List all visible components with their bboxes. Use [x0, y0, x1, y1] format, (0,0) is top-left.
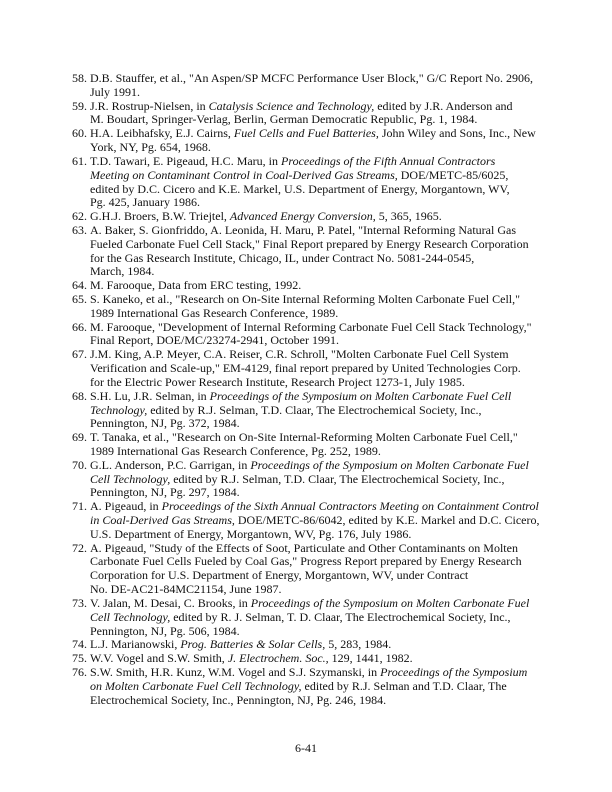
reference-line: [72, 210, 572, 224]
reference-text: York, NY, Pg. 654, 1968.: [90, 140, 211, 155]
reference-line: [72, 459, 572, 473]
reference-text: M. Farooque, Data from ERC testing, 1992.: [90, 278, 302, 293]
reference-line: [72, 348, 572, 362]
reference-text: A. Pigeaud, in: [90, 499, 162, 514]
reference-number: 75.: [72, 651, 87, 666]
reference-line: [72, 252, 572, 266]
reference-item: [72, 652, 572, 666]
reference-line: [72, 183, 572, 197]
reference-number: 72.: [72, 540, 87, 555]
reference-title: Proceedings of the Sixth Annual Contractors Meeting on Containment Control: [161, 499, 539, 514]
reference-number: 70.: [72, 457, 87, 472]
reference-line: [72, 155, 572, 169]
reference-item: [72, 348, 572, 389]
reference-line: [72, 500, 572, 514]
reference-text: edited by R.J. Selman, T.D. Claar, The Electrochemical Society, Inc.,: [147, 402, 482, 417]
reference-line: [72, 486, 572, 500]
reference-text: S.H. Lu, J.R. Selman, in: [90, 388, 210, 403]
reference-line: [72, 583, 572, 597]
reference-line: [72, 293, 572, 307]
reference-title: Cell Technology,: [90, 471, 171, 486]
reference-text: DOE/METC-86/6042, edited by K.E. Markel and D.C. Cicero,: [234, 513, 540, 527]
reference-line: [72, 638, 572, 652]
reference-item: [72, 72, 572, 100]
reference-number: 64.: [72, 278, 87, 293]
reference-line: [72, 279, 572, 293]
reference-text: DOE/METC-85/6025,: [397, 167, 509, 182]
reference-number: 60.: [72, 126, 87, 141]
reference-text: No. DE-AC21-84MC21154, June 1987.: [90, 582, 282, 597]
reference-item: [72, 597, 572, 638]
reference-number: 62.: [72, 209, 87, 224]
reference-line: [72, 445, 572, 459]
reference-title: Fuel Cells and Fuel Batteries,: [233, 126, 379, 141]
reference-text: H.A. Leibhafsky, E.J. Cairns,: [90, 126, 234, 141]
reference-text: T.D. Tawari, E. Pigeaud, H.C. Maru, in: [90, 153, 282, 168]
reference-line: [72, 72, 572, 86]
reference-title: J. Electrochem. Soc.,: [227, 651, 329, 666]
reference-item: [72, 279, 572, 293]
reference-number: 65.: [72, 292, 87, 306]
reference-item: [72, 638, 572, 652]
reference-text: T. Tanaka, et al., "Research on On-Site Internal-Reforming Molten Carbonate Fuel Cell,": [90, 430, 518, 445]
reference-text: Verification and Scale-up," EM-4129, final report prepared by United Technologies Corp.: [90, 361, 521, 376]
reference-text: S. Kaneko, et al., "Research on On-Site Internal Reforming Molten Carbonate Fuel Cell,": [90, 292, 521, 306]
reference-text: Final Report, DOE/MC/23274-2941, October 1991.: [90, 333, 339, 348]
reference-item: [72, 542, 572, 597]
reference-line: [72, 417, 572, 431]
reference-item: [72, 666, 572, 707]
reference-line: [72, 652, 572, 666]
reference-line: [72, 694, 572, 708]
reference-text: edited by R. J. Selman, T. D. Claar, The Electrochemical Society, Inc.,: [170, 609, 511, 624]
reference-number: 73.: [72, 595, 87, 610]
reference-line: [72, 555, 572, 569]
reference-item: [72, 390, 572, 431]
reference-text: G.H.J. Broers, B.W. Triejtel,: [90, 209, 230, 224]
reference-text: Electrochemical Society, Inc., Pennington, NJ, Pg. 246, 1984.: [90, 692, 387, 707]
reference-title: Technology,: [90, 402, 148, 417]
reference-number: 66.: [72, 319, 87, 334]
reference-text: July 1991.: [90, 84, 141, 99]
reference-line: [72, 542, 572, 556]
reference-text: Pg. 425, January 1986.: [90, 195, 200, 210]
reference-item: [72, 224, 572, 279]
reference-line: [72, 376, 572, 390]
reference-line: [72, 238, 572, 252]
reference-text: Carbonate Fuel Cells Fueled by Coal Gas," Progress Report prepared by Energy Research: [90, 554, 522, 569]
reference-text: M. Boudart, Springer-Verlag, Berlin, German Democratic Republic, Pg. 1, 1984.: [90, 112, 478, 127]
reference-text: J.R. Rostrup-Nielsen, in: [90, 98, 209, 113]
reference-text: U.S. Department of Energy, Morgantown, WV, Pg. 176, July 1986.: [90, 526, 412, 541]
reference-line: [72, 569, 572, 583]
reference-item: [72, 431, 572, 459]
reference-line: [72, 307, 572, 321]
reference-number: 63.: [72, 222, 87, 237]
reference-line: [72, 390, 572, 404]
reference-title: Proceedings of the Fifth Annual Contractors: [281, 153, 496, 168]
reference-title: Proceedings of the Symposium on Molten Carbonate Fuel: [250, 595, 530, 610]
reference-text: M. Farooque, "Development of Internal Reforming Carbonate Fuel Cell Stack Technology,": [90, 319, 532, 334]
reference-text: D.B. Stauffer, et al., "An Aspen/SP MCFC Performance User Block," G/C Report No. 2906,: [90, 71, 533, 85]
reference-title: Proceedings of the Symposium on Molten Carbonate Fuel: [250, 457, 529, 472]
reference-item: [72, 500, 572, 541]
reference-text: Pennington, NJ, Pg. 297, 1984.: [90, 485, 240, 500]
reference-number: 68.: [72, 388, 87, 403]
reference-title: in Coal-Derived Gas Streams,: [90, 513, 235, 527]
reference-text: 129, 1441, 1982.: [328, 651, 413, 666]
reference-text: A. Pigeaud, "Study of the Effects of Soot, Particulate and Other Contaminants on Molten: [90, 540, 518, 555]
reference-line: [72, 169, 572, 183]
reference-item: [72, 210, 572, 224]
reference-line: [72, 86, 572, 100]
reference-text: for the Gas Research Institute, Chicago, IL, under Contract No. 5081-244-0545,: [90, 250, 475, 265]
reference-item: [72, 459, 572, 500]
reference-text: edited by D.C. Cicero and K.E. Markel, U.S. Department of Energy, Morgantown, WV,: [90, 181, 510, 196]
reference-text: A. Baker, S. Gionfriddo, A. Leonida, H. Maru, P. Patel, "Internal Reforming Natural Gas: [90, 222, 516, 237]
reference-line: [72, 113, 572, 127]
reference-text: 1989 International Gas Research Conference, Pg. 252, 1989.: [90, 443, 381, 458]
reference-line: [72, 514, 572, 528]
reference-line: [72, 265, 572, 279]
reference-line: [72, 127, 572, 141]
reference-text: 5, 283, 1984.: [325, 637, 392, 652]
reference-title: Catalysis Science and Technology,: [208, 98, 375, 113]
reference-line: [72, 100, 572, 114]
reference-line: [72, 334, 572, 348]
reference-line: [72, 362, 572, 376]
reference-number: 59.: [72, 98, 87, 113]
reference-number: 69.: [72, 430, 87, 445]
reference-title: on Molten Carbonate Fuel Cell Technology,: [90, 678, 302, 693]
reference-list: [72, 72, 572, 707]
reference-line: [72, 404, 572, 418]
reference-title: Meeting on Contaminant Control in Coal-Derived Gas Streams,: [90, 167, 398, 182]
reference-line: [72, 431, 572, 445]
reference-line: [72, 224, 572, 238]
reference-text: edited by R.J. Selman and T.D. Claar, The: [301, 678, 507, 693]
reference-text: edited by R.J. Selman, T.D. Claar, The Electrochemical Society, Inc.,: [170, 471, 505, 486]
reference-item: [72, 321, 572, 349]
reference-text: S.W. Smith, H.R. Kunz, W.M. Vogel and S.J. Szymanski, in: [90, 664, 381, 679]
reference-title: Cell Technology,: [90, 609, 171, 624]
reference-text: March, 1984.: [90, 264, 155, 279]
reference-number: 74.: [72, 637, 87, 652]
reference-title: Proceedings of the Symposium on Molten Carbonate Fuel Cell: [209, 388, 512, 403]
reference-text: Corporation for U.S. Department of Energy, Morgantown, WV, under Contract: [90, 568, 469, 583]
reference-number: 61.: [72, 153, 87, 168]
reference-line: [72, 625, 572, 639]
reference-line: [72, 321, 572, 335]
reference-line: [72, 666, 572, 680]
reference-line: [72, 597, 572, 611]
reference-text: 1989 International Gas Research Conference, 1989.: [90, 305, 339, 320]
reference-text: for the Electric Power Research Institute, Research Project 1273-1, July 1985.: [90, 374, 465, 389]
reference-line: [72, 611, 572, 625]
reference-title: Advanced Energy Conversion,: [229, 209, 376, 224]
reference-title: Proceedings of the Symposium: [380, 664, 528, 679]
reference-text: L.J. Marianowski,: [90, 637, 181, 652]
reference-line: [72, 528, 572, 542]
reference-number: 71.: [72, 499, 87, 514]
reference-item: [72, 293, 572, 321]
reference-text: 5, 365, 1965.: [375, 209, 442, 224]
reference-item: [72, 155, 572, 210]
reference-item: [72, 100, 572, 128]
reference-number: 58.: [72, 71, 87, 85]
reference-text: G.L. Anderson, P.C. Garrigan, in: [90, 457, 251, 472]
reference-text: W.V. Vogel and S.W. Smith,: [90, 651, 228, 666]
reference-line: [72, 196, 572, 210]
reference-text: V. Jalan, M. Desai, C. Brooks, in: [90, 595, 251, 610]
page-number: 6-41: [295, 741, 317, 755]
reference-line: [72, 680, 572, 694]
reference-number: 67.: [72, 347, 87, 362]
reference-text: edited by J.R. Anderson and: [374, 98, 513, 113]
reference-line: [72, 473, 572, 487]
reference-number: 76.: [72, 664, 87, 679]
reference-text: John Wiley and Sons, Inc., New: [378, 126, 536, 141]
reference-text: J.M. King, A.P. Meyer, C.A. Reiser, C.R. Schroll, "Molten Carbonate Fuel Cell System: [90, 347, 509, 362]
reference-title: Prog. Batteries & Solar Cells,: [180, 637, 326, 652]
reference-text: Pennington, NJ, Pg. 372, 1984.: [90, 416, 240, 431]
reference-text: Pennington, NJ, Pg. 506, 1984.: [90, 623, 240, 638]
reference-text: Fueled Carbonate Fuel Cell Stack," Final Report prepared by Energy Research Corporation: [90, 236, 529, 251]
reference-item: [72, 127, 572, 155]
reference-line: [72, 141, 572, 155]
